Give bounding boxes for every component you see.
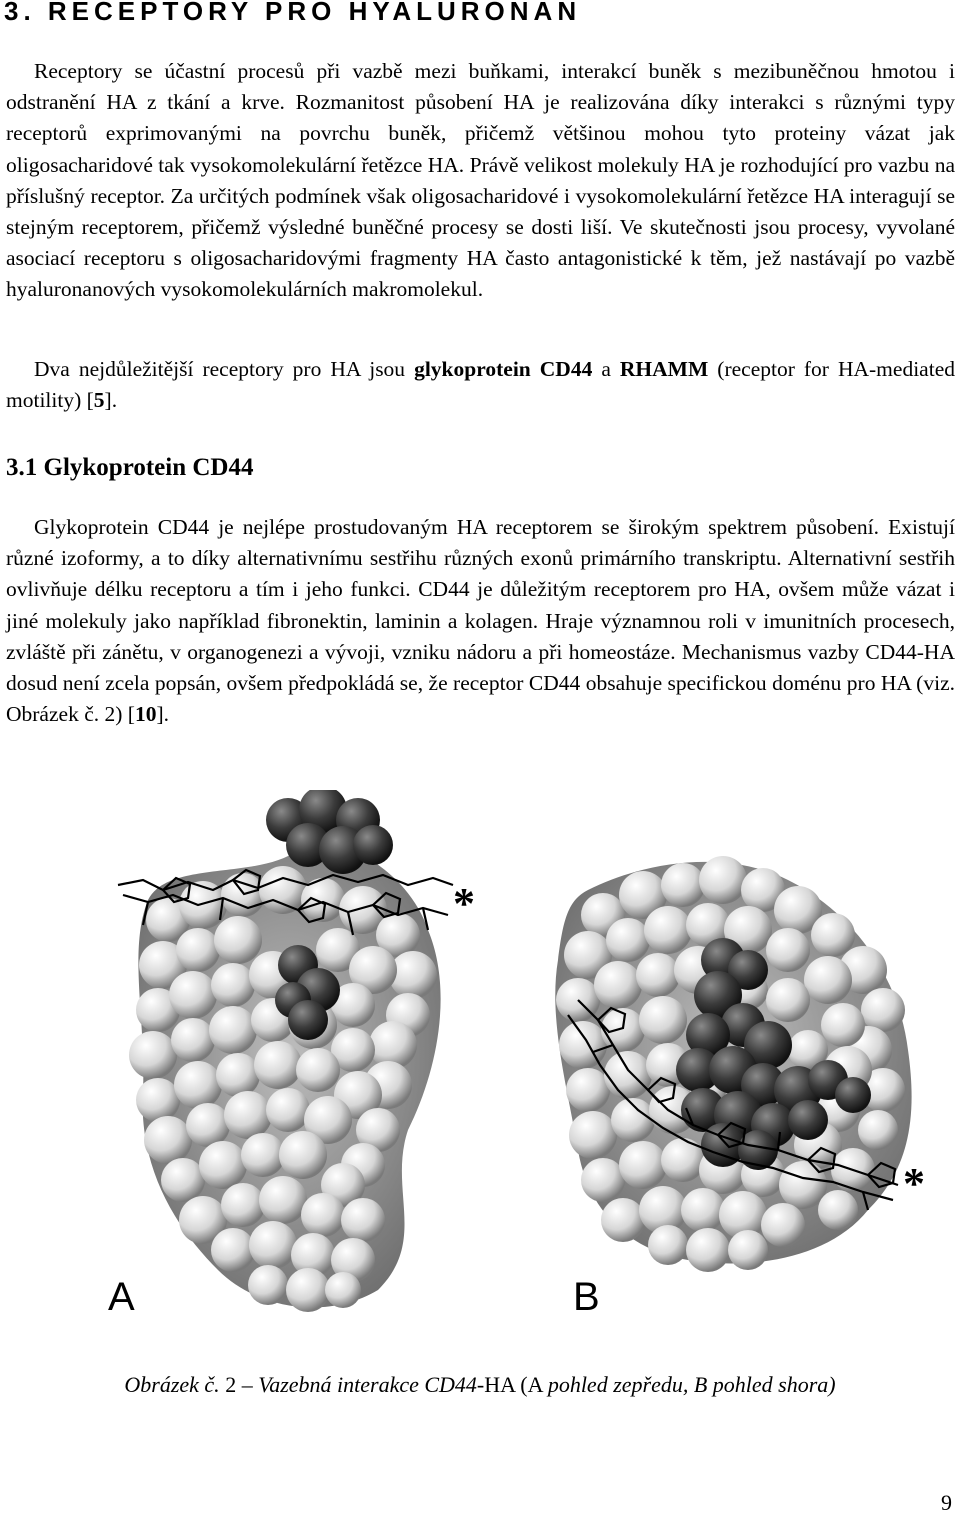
receptors-text-1: Dva nejdůležitější receptory pro HA jsou — [34, 357, 415, 381]
page-number: 9 — [941, 1490, 952, 1515]
caption-part-2: 2 — [219, 1372, 242, 1397]
cd44-paragraph — [6, 512, 955, 730]
chapter-title: 3. RECEPTORY PRO HYALURONAN — [4, 0, 582, 26]
panel-label-b: B — [573, 1275, 600, 1319]
receptors-text-2: a — [592, 357, 620, 381]
receptors-paragraph — [6, 354, 955, 416]
binding-star-a: * — [453, 879, 475, 928]
cd44-ha-structure-figure — [108, 790, 938, 1330]
cd44-paragraph-end: ]. — [156, 702, 169, 727]
cd44-paragraph-text: Glykoprotein CD44 je nejlépe prostudovaným HA receptorem se širokým spektrem působení. Existují různé izoformy, a to díky alternativnímu sestřihu různých exonů primárního transkriptu. Alternativní sestřih ovlivňuje délku receptoru a tím i jeho funkci. CD44 je důležitým receptorem pro HA, ovšem může vázat i jiné molekuly jako například fibronektin, laminin a kolagen. Hraje významnou roli v imunitních procesech, zvláště při zánětu, v organogenezi a vývoji, vzniku nádoru a při homeostáze. Mechanismus vazby CD44-HA dosud není zcela popsán, ovšem předpokládá se, že receptor CD44 obsahuje specifickou doménu pro HA (viz. Obrázek č. 2) [ — [6, 515, 955, 727]
binding-star-b: * — [903, 1159, 925, 1208]
caption-part-3: – Vazebná interakce CD44- — [241, 1372, 485, 1397]
panel-label-a: A — [108, 1275, 135, 1319]
rhamm-term: RHAMM — [619, 357, 709, 381]
receptors-text-4: ]. — [104, 388, 118, 413]
reference-5: 5 — [93, 388, 105, 413]
molecule-b — [555, 856, 925, 1319]
molecule-a — [108, 790, 475, 1319]
receptors-text-3: (receptor for HA-mediated motility) [ — [6, 357, 955, 413]
caption-part-7: zepředu, B pohled shora) — [613, 1372, 836, 1397]
caption-part-5: pohled — [547, 1372, 608, 1397]
caption-part-4: HA (A — [484, 1372, 548, 1397]
section-title: 3.1 Glykoprotein CD44 — [6, 454, 254, 481]
intro-paragraph — [6, 56, 955, 306]
reference-10: 10 — [134, 702, 157, 727]
figure-caption — [0, 1372, 960, 1398]
caption-part-1: Obrázek č. — [124, 1372, 220, 1397]
cd44-term: glykoprotein CD44 — [414, 357, 593, 381]
intro-paragraph-text: Receptory se účastní procesů při vazbě mezi buňkami, interakcí buněk s mezibuněčnou hmotou i odstranění HA z tkání a krve. Rozmanitost působení HA je realizována díky interakci s různými typy receptorů exprimovanými na povrchu buněk, přičemž většinou mohou tyto proteiny vázat jak oligosacharidové tak vysokomolekulární řetězce HA. Právě velikost molekuly HA je rozhodující pro vazbu na příslušný receptor. Za určitých podmínek však oligosacharidové i vysokomolekulární řetězce HA interagují se stejným receptorem, přičemž výsledné buněčné procesy se dosti liší. Ve skutečnosti jsou procesy, vyvolané asociací receptoru s oligosacharidovými fragmenty HA často antagonistické k těm, jež nastávají po vazbě hyaluronanových vysokomolekulárních makromolekul. — [6, 59, 955, 302]
